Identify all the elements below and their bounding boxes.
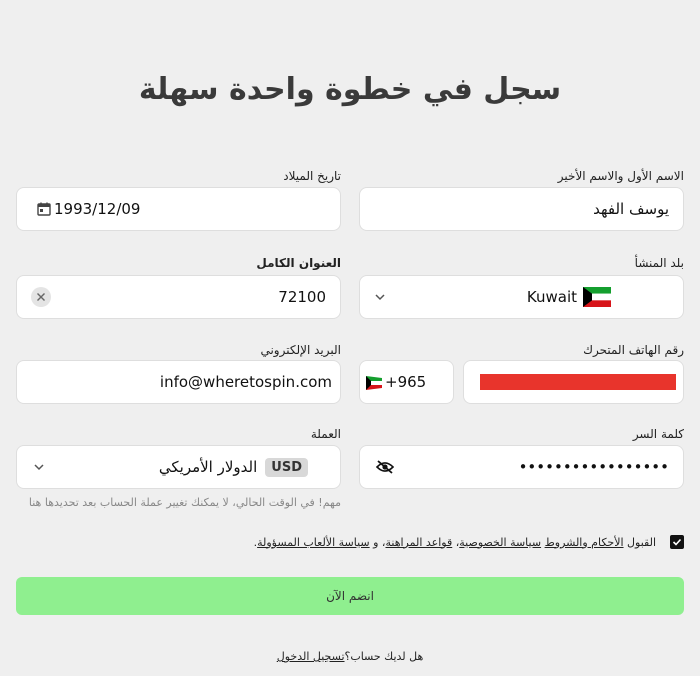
responsible-gaming-link[interactable]: سياسة الألعاب المسؤولة xyxy=(257,535,370,549)
currency-name: الدولار الأمريكي xyxy=(158,458,258,476)
terms-text xyxy=(254,536,656,549)
chevron-down-icon[interactable] xyxy=(33,461,45,473)
full-name-value: يوسف الفهد xyxy=(593,200,669,218)
terms-prefix: القبول xyxy=(623,535,656,549)
phone-code-value: +965 xyxy=(385,373,427,391)
address-label: العنوان الكامل xyxy=(256,256,341,270)
chevron-down-icon[interactable] xyxy=(374,291,386,303)
eye-off-icon[interactable] xyxy=(376,460,394,474)
betting-rules-link[interactable]: قواعد المراهنة xyxy=(385,535,453,549)
login-link[interactable]: تسجيل الدخول xyxy=(276,650,345,663)
email-label: البريد الإلكتروني xyxy=(260,343,341,357)
terms-end: . xyxy=(253,535,258,549)
join-now-button[interactable]: انضم الآن xyxy=(16,577,684,615)
currency-code-badge: USD xyxy=(265,458,308,477)
password-input[interactable] xyxy=(359,445,684,489)
login-prompt xyxy=(0,650,700,663)
currency-note: مهم! في الوقت الحالي، لا يمكنك تغيير عملة الحساب بعد تحديدها هنا xyxy=(28,496,341,509)
birth-date-label: تاريخ الميلاد xyxy=(283,169,341,183)
phone-label: رقم الهاتف المتحرك xyxy=(583,343,684,357)
birth-date-value: 1993/12/09 xyxy=(54,200,141,218)
full-name-input[interactable] xyxy=(359,187,684,231)
currency-select[interactable] xyxy=(16,445,341,489)
redacted-phone-number xyxy=(480,374,676,390)
address-input[interactable] xyxy=(16,275,341,319)
kuwait-flag-icon xyxy=(366,375,382,389)
email-input[interactable] xyxy=(16,360,341,404)
terms-link[interactable]: الأحكام والشروط xyxy=(544,535,624,549)
terms-sep: ، xyxy=(452,535,460,549)
terms-row xyxy=(254,535,684,549)
clear-icon[interactable] xyxy=(31,287,51,307)
terms-and: ، و xyxy=(369,535,386,549)
phone-code-select[interactable] xyxy=(359,360,454,404)
currency-label: العملة xyxy=(310,427,341,441)
country-label: بلد المنشأ xyxy=(634,256,684,270)
country-value: Kuwait xyxy=(526,288,577,306)
login-question: هل لديك حساب؟ xyxy=(344,650,424,663)
terms-checkbox[interactable] xyxy=(670,535,684,549)
full-name-label: الاسم الأول والاسم الأخير xyxy=(557,169,684,183)
password-label: كلمة السر xyxy=(632,427,684,441)
calendar-icon[interactable] xyxy=(37,202,51,216)
page-title: سجل في خطوة واحدة سهلة xyxy=(138,72,562,107)
privacy-link[interactable]: سياسة الخصوصية xyxy=(459,535,542,549)
address-value: 72100 xyxy=(278,288,326,306)
birth-date-input[interactable] xyxy=(16,187,341,231)
password-value: ••••••••••••••••• xyxy=(518,458,669,476)
kuwait-flag-icon xyxy=(583,287,611,307)
country-select[interactable] xyxy=(359,275,684,319)
phone-input[interactable] xyxy=(463,360,684,404)
email-value: info@wheretospin.com xyxy=(159,373,332,391)
